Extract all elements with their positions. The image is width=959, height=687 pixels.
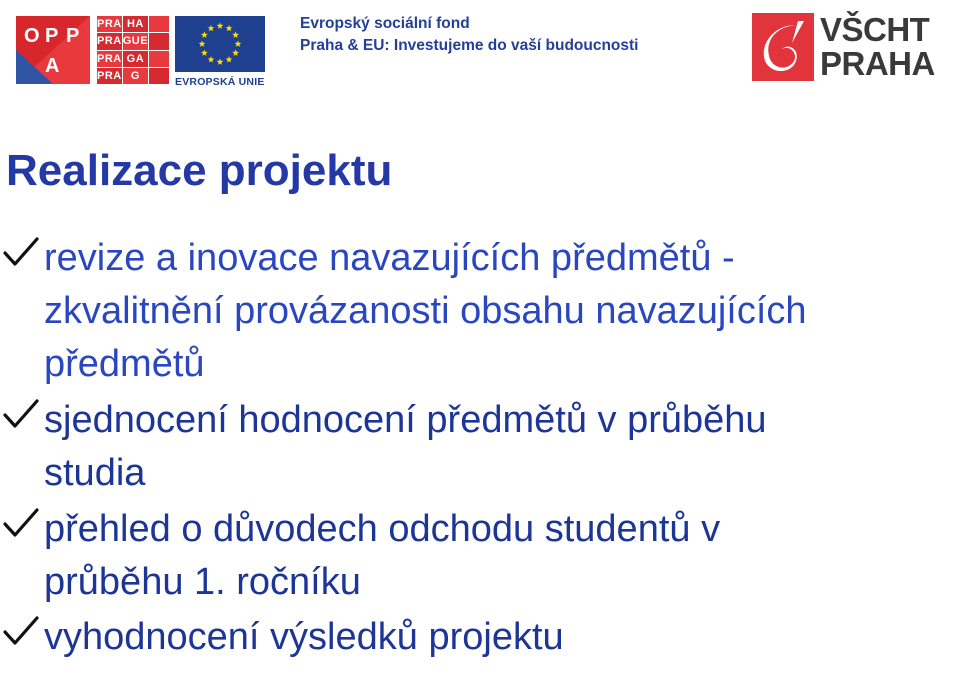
vscht-city: PRAHA [820, 45, 935, 82]
vscht-logo [752, 13, 957, 85]
list-item [0, 611, 959, 664]
bullet-line: předmětů [44, 343, 205, 385]
opp-letter-o: O [24, 25, 40, 47]
bullet-list [0, 232, 959, 664]
bullet-line: přehled o důvodech odchodu studentů v [44, 508, 721, 550]
praha-cell [149, 16, 169, 32]
checkmark-icon [2, 615, 40, 647]
praha-cell: G [123, 68, 148, 84]
list-item [0, 503, 959, 609]
bullet-line: zkvalitnění provázanosti obsahu navazujících [44, 290, 807, 332]
eu-flag-icon [175, 16, 265, 72]
bullet-line: vyhodnocení výsledků projektu [44, 616, 564, 658]
list-item [0, 232, 959, 391]
praha-cell: GA [123, 51, 148, 67]
praha-logo-grid [97, 16, 169, 84]
praha-cell [149, 51, 169, 67]
vscht-name: VŠCHT [820, 11, 930, 48]
praha-cell: PRA [97, 16, 122, 32]
praha-cell [149, 68, 169, 84]
checkmark-icon [2, 507, 40, 539]
esf-tagline [300, 13, 639, 57]
praha-cell: PRA [97, 51, 122, 67]
vscht-wordmark [820, 13, 935, 81]
vscht-logo-icon [752, 13, 814, 81]
praha-cell: PRA [97, 68, 122, 84]
esf-subtitle: Praha & EU: Investujeme do vaší budoucnosti [300, 37, 639, 54]
opp-letter-a: A [45, 55, 60, 77]
bullet-line: revize a inovace navazujících předmětů - [44, 237, 735, 279]
eu-label: EVROPSKÁ UNIE [175, 76, 265, 88]
opp-letter-p2: P [66, 25, 80, 47]
opp-logo [16, 16, 90, 84]
praha-cell: HA [123, 16, 148, 32]
checkmark-icon [2, 236, 40, 268]
slide-title: Realizace projektu [6, 146, 393, 195]
praha-cell: GUE [123, 33, 148, 49]
esf-title: Evropský sociální fond [300, 15, 470, 32]
checkmark-icon [2, 398, 40, 430]
list-item [0, 394, 959, 500]
praha-cell [149, 33, 169, 49]
praha-cell: PRA [97, 33, 122, 49]
opp-letter-p1: P [45, 25, 59, 47]
bullet-line: sjednocení hodnocení předmětů v průběhu [44, 399, 767, 441]
bullet-line: studia [44, 452, 146, 494]
bullet-line: průběhu 1. ročníku [44, 561, 361, 603]
